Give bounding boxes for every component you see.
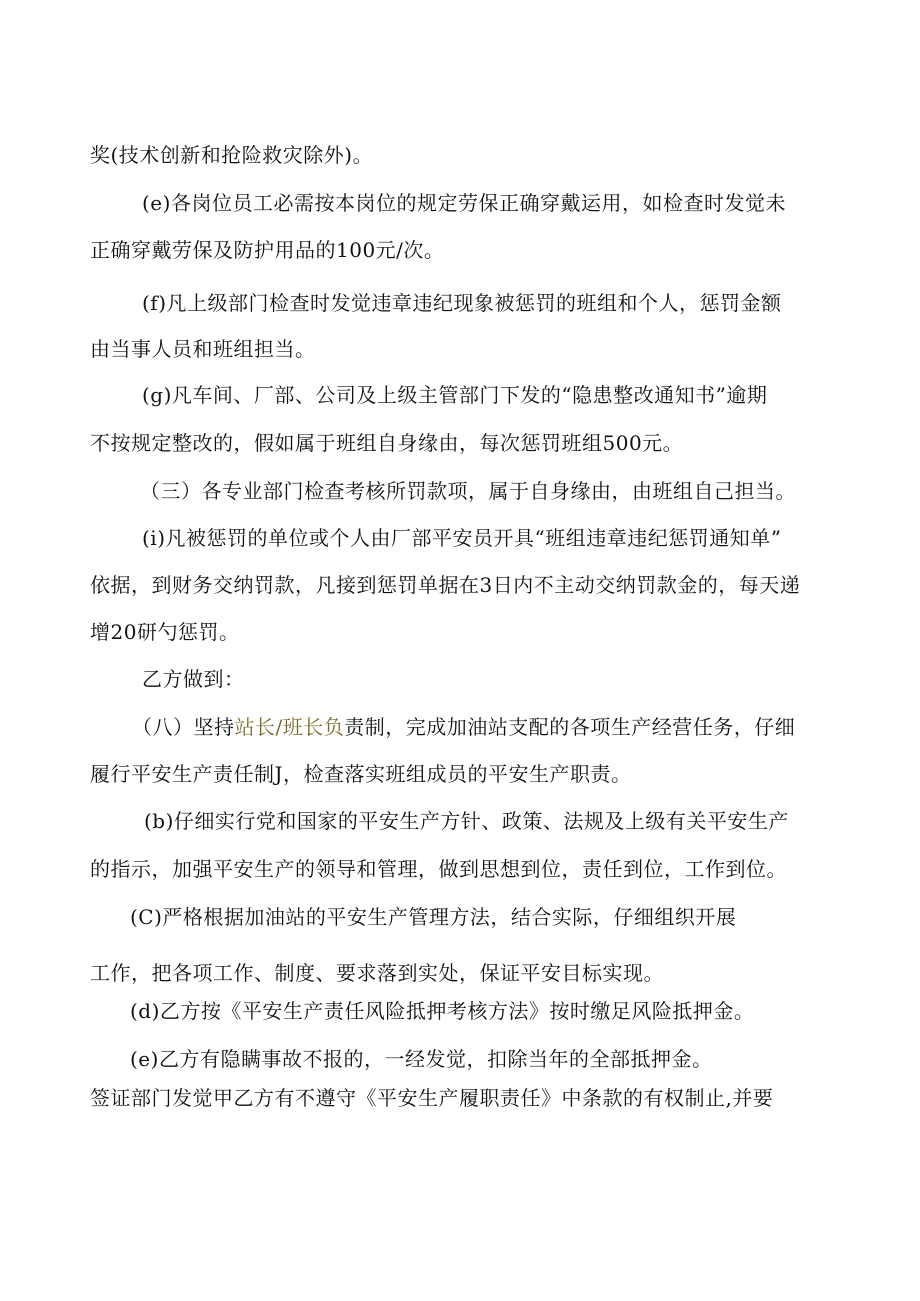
paragraph-line: 签证部门发觉甲乙方有不遵守《平安生产履职责任》中条款的有权制止,并要 xyxy=(90,1086,774,1110)
paragraph-line: 增20研勺惩罚。 xyxy=(90,620,240,644)
paragraph-line: (C)严格根据加油站的平安生产管理方法，结合实际，仔细组织开展 xyxy=(130,905,737,929)
line-suffix: 责制，完成加油站支配的各项生产经营任务，仔细 xyxy=(344,715,796,739)
paragraph-line: (b)仔细实行党和国家的平安生产方针、政策、法规及上级有关平安生产 xyxy=(144,809,789,833)
paragraph-line: 奖(技术创新和抢险救灾除外)。 xyxy=(90,143,374,167)
highlighted-text: 站长/班长负 xyxy=(234,715,345,739)
paragraph-line: 由当事人员和班组担当。 xyxy=(90,337,316,361)
paragraph-line: (e)各岗位员工必需按本岗位的规定劳保正确穿戴运用，如检查时发觉未 xyxy=(142,191,786,215)
paragraph-line: 履行平安生产责任制J，检查落实班组成员的平安生产职责。 xyxy=(90,762,632,786)
paragraph-line: (g)凡车间、厂部、公司及上级主管部门下发的“隐患整改通知书”逾期 xyxy=(142,383,768,407)
paragraph-line: 的指示，加强平安生产的领导和管理，做到思想到位，责任到位，工作到位。 xyxy=(90,857,787,881)
line-prefix: （八）坚持 xyxy=(132,715,235,739)
paragraph-line-highlighted xyxy=(132,714,795,740)
paragraph-line: (d)乙方按《平安生产责任风险抵押考核方法》按时缴足风险抵押金。 xyxy=(130,999,755,1023)
section-heading: 乙方做到： xyxy=(142,667,245,691)
paragraph-line: (e)乙方有隐瞒事故不报的，一经发觉，扣除当年的全部抵押金。 xyxy=(130,1047,713,1071)
paragraph-line: (i)凡被惩罚的单位或个人由厂部平安员开具“班组违章违纪惩罚通知单” xyxy=(142,526,782,550)
paragraph-line: 工作，把各项工作、制度、要求落到实处，保证平安目标实现。 xyxy=(90,961,664,985)
paragraph-line: 依据，到财务交纳罚款，凡接到惩罚单据在3日内不主动交纳罚款金的，每天递 xyxy=(90,573,801,597)
paragraph-line: (f)凡上级部门检查时发觉违章违纪现象被惩罚的班组和个人，惩罚金额 xyxy=(142,291,782,315)
paragraph-line: 正确穿戴劳保及防护用品的100元/次。 xyxy=(90,238,445,262)
paragraph-line: （三）各专业部门检查考核所罚款项，属于自身缘由，由班组自己担当。 xyxy=(140,479,796,503)
paragraph-line: 不按规定整改的，假如属于班组自身缘由，每次惩罚班组500元。 xyxy=(90,431,684,455)
